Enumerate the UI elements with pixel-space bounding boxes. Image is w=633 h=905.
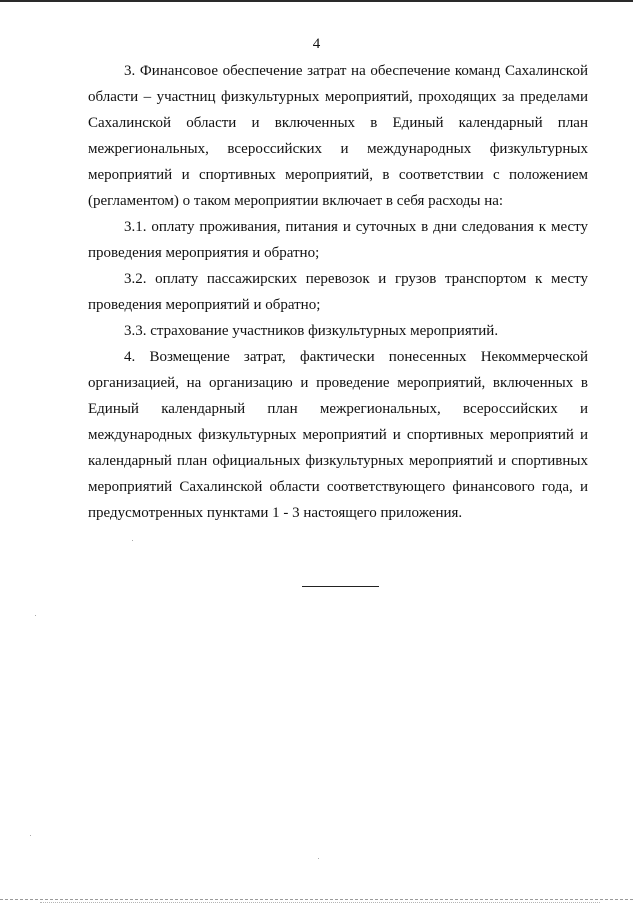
scan-speck [30,835,31,836]
scan-bottom-edge [0,893,633,905]
scan-speck [35,615,36,616]
scan-noise-band [40,902,600,904]
document-body [88,58,588,526]
scan-noise-band [0,899,633,901]
paragraph-3-3: 3.3. страхование участников физкультурных мероприятий. [124,323,499,339]
paragraph-3-2: 3.2. оплату пассажирских перевозок и грузов транспортом к месту проведения мероприятий и обратно; [88,271,588,313]
scan-top-edge [0,0,633,2]
scan-speck [132,540,133,541]
scan-speck [318,858,319,859]
paragraph-4: 4. Возмещение затрат, фактически понесенных Некоммерческой организацией, на организацию и проведение мероприятий, включенных в Единый календарный план межрегиональных, всероссийских и международных физкультурных мероприятий и спортивных мероприятий и календарный план официальных физкультурных мероприятий и спортивных мероприятий Сахалинской области соответствующего финансового года, и предусмотренных пунктами 1 - 3 настоящего приложения. [88,349,588,521]
paragraph-3: 3. Финансовое обеспечение затрат на обеспечение команд Сахалинской области – участниц физкультурных мероприятий, проходящих за пределами Сахалинской области и включенных в Единый календарный план межрегиональных, всероссийских и международных физкультурных мероприятий и спортивных мероприятий, в соответствии с положением (регламентом) о таком мероприятии включает в себя расходы на: [88,63,588,209]
paragraph-3-1: 3.1. оплату проживания, питания и суточных в дни следования к месту проведения мероприятия и обратно; [88,219,588,261]
page-number: 4 [312,36,321,52]
end-divider-line [302,586,379,587]
